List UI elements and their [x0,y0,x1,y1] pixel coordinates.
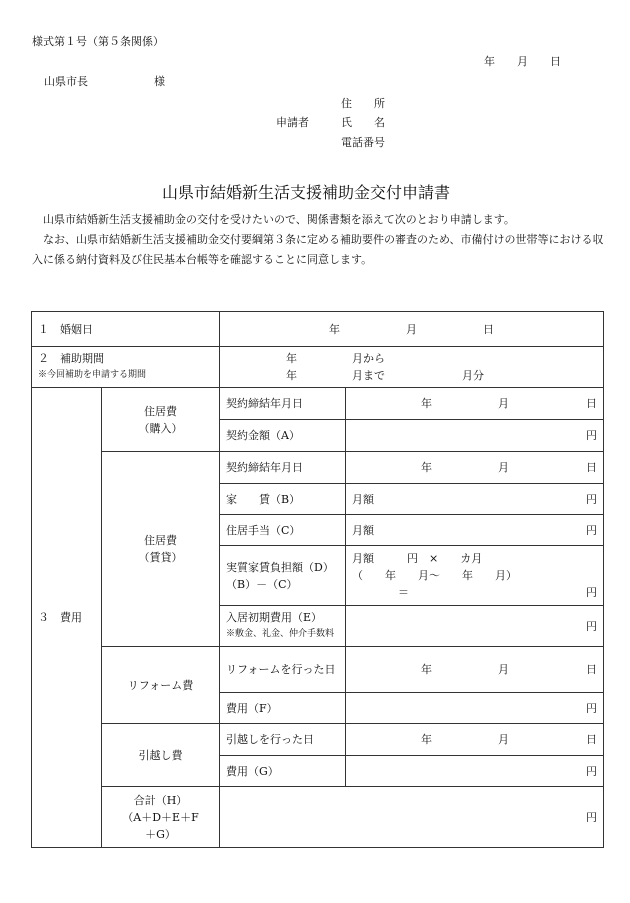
total-label-line3: ＋G） [145,827,176,841]
housing-rental-label-line2: （賃貸） [138,551,183,564]
reform-cost-label: 費用（F） [220,693,346,724]
phone-label: 電話番号 [341,136,385,149]
reform-date-label: リフォームを行った日 [220,647,346,693]
subsidy-period-from: 年 月から [286,352,385,365]
allowance-monthly-label: 月額 [352,523,374,537]
form-number: 様式第１号（第５条関係） [32,35,164,48]
name-label: 氏 名 [341,116,385,129]
moving-cost-label: 費用（G） [220,756,346,787]
moving-cost-field[interactable]: 円 [346,756,604,787]
housing-purchase-label-line2: （購入） [138,421,183,435]
rent-yen: 円 [586,492,597,506]
actual-rent-equals: ＝ [398,586,409,599]
purchase-amount-label: 契約金額（A） [220,420,346,452]
actual-rent-label-line2: （B）－（C） [226,577,298,591]
actual-rent-label [220,546,346,606]
rent-label: 家 賃（B） [220,484,346,515]
row-subsidy-period [32,347,604,388]
subsidy-period-label [32,347,220,388]
housing-purchase-label-line1: 住居費 [144,404,177,418]
purchase-amount-field[interactable]: 円 [346,420,604,452]
row-moving-date [32,724,604,756]
moving-date-label: 引越しを行った日 [220,724,346,756]
application-table [31,311,604,848]
housing-purchase-label [102,388,220,452]
subsidy-period-title: ２ 補助期間 [38,352,104,365]
subsidy-period-field[interactable] [220,347,604,388]
initial-cost-label-line1: 入居初期費用（E） [226,611,323,624]
reform-date-field[interactable]: 年 月 日 [346,647,604,693]
actual-rent-line2: （ 年 月～ 年 月） [352,569,517,582]
row-marriage-date [32,312,604,347]
initial-cost-field[interactable]: 円 [346,606,604,647]
marriage-date-field[interactable]: 年 月 日 [220,312,604,347]
purchase-contract-date-field[interactable]: 年 月 日 [346,388,604,420]
housing-rental-label [102,452,220,647]
date-line: 年 月 日 [484,55,561,68]
rental-contract-date-field[interactable]: 年 月 日 [346,452,604,484]
actual-rent-yen: 円 [586,586,597,599]
total-field[interactable]: 円 [220,787,604,848]
moving-date-field[interactable]: 年 月 日 [346,724,604,756]
initial-cost-label [220,606,346,647]
housing-allowance-label: 住居手当（C） [220,515,346,546]
row-reform-date [32,647,604,693]
total-label-line2: （A＋D＋E＋F [122,810,199,824]
row-purchase-contract-date [32,388,604,420]
housing-rental-label-line1: 住居費 [144,534,177,547]
actual-rent-line3 [352,584,597,601]
subsidy-period-note: ※今回補助を申請する期間 [38,370,147,380]
moving-label: 引越し費 [102,724,220,787]
address-label: 住 所 [341,97,385,110]
purchase-contract-date-label: 契約締結年月日 [220,388,346,420]
actual-rent-label-line1: 実質家賃負担額（D） [226,560,334,574]
subsidy-period-to: 年 月まで 月分 [286,369,484,382]
housing-allowance-field[interactable] [346,515,604,546]
allowance-yen: 円 [586,523,597,537]
rent-field[interactable] [346,484,604,515]
rental-contract-date-label: 契約締結年月日 [220,452,346,484]
reform-cost-field[interactable]: 円 [346,693,604,724]
total-label [102,787,220,848]
costs-section-label: ３ 費用 [32,388,102,848]
actual-rent-line1: 月額 円 × カ月 [352,552,483,565]
initial-cost-note: ※敷金、礼金、仲介手数料 [226,629,335,639]
paragraph-1: 山県市結婚新生活支援補助金の交付を受けたいので、関係書類を添えて次のとおり申請します。 [43,213,515,226]
row-total [32,787,604,848]
applicant-label: 申請者 [276,116,309,129]
row-rental-contract-date [32,452,604,484]
rent-monthly-label: 月額 [352,492,374,506]
total-label-line1: 合計（H） [133,793,188,807]
paragraph-2: なお、山県市結婚新生活支援補助金交付要綱第３条に定める補助要件の審査のため、市備付けの世帯等における収入に係る納付資料及び住民基本台帳等を確認することに同意します。 [32,233,604,266]
actual-rent-field[interactable] [346,546,604,606]
document-title: 山県市結婚新生活支援補助金交付申請書 [162,183,451,202]
reform-label: リフォーム費 [102,647,220,724]
addressee: 山県市長 様 [44,75,165,88]
marriage-date-label: １ 婚姻日 [32,312,220,347]
